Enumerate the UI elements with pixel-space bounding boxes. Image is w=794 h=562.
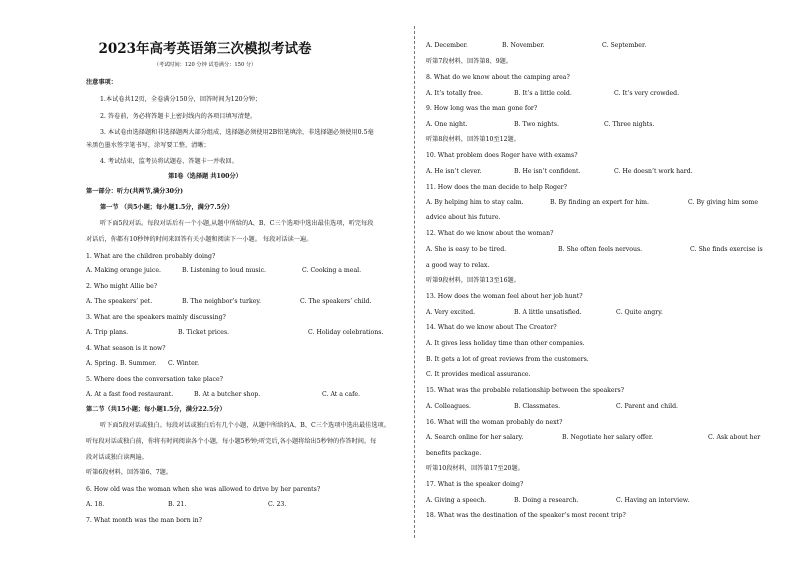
section1-intro: 听下面5段对话。每段对话后有一个小题,从题中所给的A、B、C三个选项中选出最佳选项，听完每段: [100, 220, 374, 227]
option-b: B. The neighbor’s turkey.: [182, 298, 262, 305]
option-b: B. Ticket prices.: [178, 329, 230, 336]
option-b: B. At a butcher shop.: [194, 391, 261, 398]
option-a: A. Giving a speech.: [426, 497, 487, 504]
option-b: B. Classmates.: [514, 403, 561, 410]
notice-item: 4. 考试结束，监考员将试题卷、答题卡一并收回。: [100, 158, 238, 165]
notice-item: 米黑色墨水签字笔书写，涂写要工整、清晰；: [86, 142, 210, 149]
option-a: A. 18.: [86, 501, 105, 508]
option-a: A. One night.: [426, 121, 468, 128]
notice-item: 3. 本试卷由选择题和非选择题两大部分组成，选择题必须使用2B铅笔填涂，非选择题必须使用0.5毫: [100, 129, 374, 136]
question-4: 4. What season is it now?: [86, 345, 166, 352]
option-a: A. Very excited.: [426, 309, 476, 316]
option-b: B. By finding an expert for him.: [550, 199, 650, 206]
option-c: C. It’s very crowded.: [614, 90, 680, 97]
option-c: C. The speakers’ child.: [300, 298, 372, 305]
option-b: B. She often feels nervous.: [558, 246, 643, 253]
option-c: C. Cooking a meal.: [302, 267, 362, 274]
option-c-continued: advice about his future.: [426, 214, 501, 221]
option-a: A. The speakers’ pet.: [86, 298, 153, 305]
material-intro: 听第6段材料，回答第6、7题。: [86, 469, 173, 476]
option-c: C. Ask about her: [708, 434, 761, 441]
question-6: 6. How old was the woman when she was allowed to drive by her parents?: [86, 486, 321, 493]
option-c: C. Three nights.: [604, 121, 655, 128]
option-c: C. Holiday celebrations.: [308, 329, 384, 336]
section2-intro: 听每段对话或独白前，你将有时间阅读各个小题，每小题5秒钟;听完后,各小题将给出5秒钟的作答时间。每: [86, 438, 377, 445]
page-title: 2023年高考英语第三次模拟考试卷: [98, 41, 312, 57]
option-b: B. Doing a research.: [514, 497, 579, 504]
option-b: B. He isn’t confident.: [514, 168, 581, 175]
option-b: B. Negotiate her salary offer.: [562, 434, 654, 441]
option-c: C. 23.: [268, 501, 287, 508]
material-intro: 听第7段材料，回答第8、9题。: [426, 58, 513, 65]
option-c: C. Quite angry.: [616, 309, 663, 316]
right-column: [420, 0, 794, 562]
option-a: A. December.: [426, 42, 468, 49]
option-a: A. Colleagues.: [426, 403, 471, 410]
option-b: B. Two nights.: [514, 121, 559, 128]
question-10: 10. What problem does Roger have with exams?: [426, 152, 578, 159]
option-a: A. He isn’t clever.: [426, 168, 482, 175]
option-a: A. It gives less holiday time than other companies.: [426, 340, 585, 347]
question-16: 16. What will the woman probably do next?: [426, 419, 563, 426]
option-c-continued: a good way to relax.: [426, 262, 490, 269]
notice-heading: 注意事项：: [86, 79, 117, 86]
option-b: B. A little unsatisfied.: [514, 309, 582, 316]
part1-heading: 第一部分：听力(共两节,满分30分): [86, 188, 184, 195]
option-a: A. Spring.: [86, 360, 118, 367]
column-divider: [414, 26, 415, 538]
question-5: 5. Where does the conversation take place?: [86, 376, 223, 383]
option-c: C. It provides medical assurance.: [426, 371, 531, 378]
option-a: A. At a fast food restaurant.: [86, 391, 174, 398]
option-c: C. By giving him some: [688, 199, 759, 206]
question-18: 18. What was the destination of the speaker’s most recent trip?: [426, 512, 626, 519]
question-11: 11. How does the man decide to help Roger?: [426, 184, 567, 191]
notice-item: 2. 答卷前，务必将答题卡上密封线内的各项目填写清楚。: [100, 113, 257, 120]
section1-heading: 第一节 （共5小题；每小题1.5分，满分7.5分）: [100, 204, 234, 211]
question-12: 12. What do we know about the woman?: [426, 230, 554, 237]
material-intro: 听第8段材料，回答第10至12题。: [426, 136, 520, 143]
notice-item: 1.本试卷共12页，全卷满分150分，回答时间为120分钟；: [100, 96, 262, 103]
question-8: 8. What do we know about the camping area?: [426, 74, 570, 81]
option-b: B. November.: [502, 42, 545, 49]
option-c: C. At a cafe.: [322, 391, 360, 398]
option-c: C. Having an interview.: [616, 497, 690, 504]
section2-intro: 段对话或独白读两遍。: [86, 454, 148, 461]
option-b: B. It’s a little cold.: [514, 90, 572, 97]
option-a: A. Making orange juice.: [86, 267, 161, 274]
option-b: B. Listening to loud music.: [182, 267, 267, 274]
exam-info: （考试时间：120 分钟 试卷满分：150 分）: [153, 62, 257, 68]
option-a: A. Search online for her salary.: [426, 434, 524, 441]
question-15: 15. What was the probable relationship between the speakers?: [426, 387, 625, 394]
option-c: C. She finds exercise is: [690, 246, 763, 253]
material-intro: 听第10段材料，回答第17至20题。: [426, 465, 524, 472]
question-7: 7. What month was the man born in?: [86, 517, 202, 524]
option-c: C. He doesn’t work hard.: [614, 168, 693, 175]
option-c-continued: benefits package.: [426, 450, 482, 457]
option-a: A. Trip plans.: [86, 329, 129, 336]
section2-intro: 听下面5段对话或独白。每段对话或独白后有几个小题，从题中所给的A、B、C三个选项中选出最佳选项。: [100, 422, 390, 429]
section2-heading: 第二节（共15小题；每小题1.5分，满分22.5分）: [86, 406, 226, 413]
option-b: B. It gets a lot of great reviews from the customers.: [426, 356, 589, 363]
question-14: 14. What do we know about The Creator?: [426, 324, 557, 331]
option-a: A. She is easy to be tired.: [426, 246, 507, 253]
option-c: C. Winter.: [168, 360, 200, 367]
option-b: B. Summer.: [120, 360, 157, 367]
option-c: C. September.: [602, 42, 647, 49]
question-2: 2. Who might Allie be?: [86, 283, 158, 290]
question-13: 13. How does the woman feel about her job hunt?: [426, 293, 583, 300]
question-3: 3. What are the speakers mainly discussing?: [86, 314, 226, 321]
option-b: B. 21.: [168, 501, 187, 508]
volume-heading: 第Ⅰ卷（选择题 共100分）: [168, 173, 242, 180]
question-17: 17. What is the speaker doing?: [426, 481, 524, 488]
question-1: 1. What are the children probably doing?: [86, 253, 216, 260]
material-intro: 听第9段材料，回答第13至16题。: [426, 277, 520, 284]
option-c: C. Parent and child.: [616, 403, 679, 410]
question-9: 9. How long was the man gone for?: [426, 105, 538, 112]
option-a: A. By helping him to stay calm.: [426, 199, 524, 206]
section1-intro: 对话后，你都有10秒钟的时间来回答有关小题和阅读下一小题。 每段对话读一遍。: [86, 236, 313, 243]
option-a: A. It’s totally free.: [426, 90, 483, 97]
